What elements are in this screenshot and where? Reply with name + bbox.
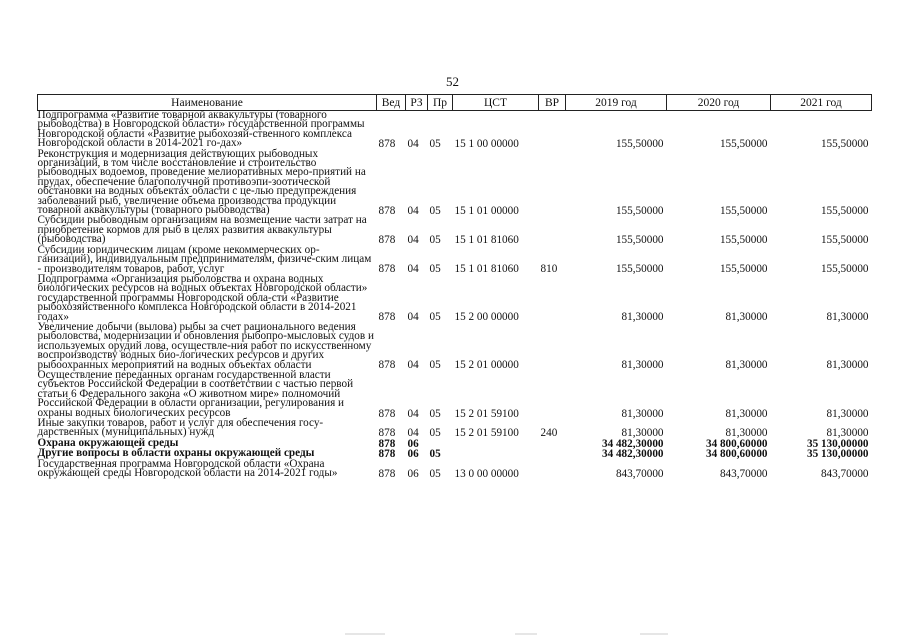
cell-vr (539, 111, 566, 150)
cell-pr: 05 (429, 467, 441, 480)
cell-cst: 15 2 01 59100 (454, 407, 519, 420)
cell-name: Охрана окружающей среды (37, 436, 179, 449)
header-2020: 2020 год (667, 95, 771, 111)
cell-name: Субсидии рыбоводным организациям на возмещение части затрат на приобретение кормов для рыб в целях развития аквакультуры (рыбоводства) (37, 214, 367, 246)
cell-name: Подпрограмма «Организация рыболовства и охрана водных биологических ресурсов на водных объектах Новгородской области» государственной программы Новгородской обла-сти «Развитие рыбохозяйственного комплекса Новгородской области в 2014-2021 годах» (37, 272, 368, 323)
cell-y2021: 155,50000 (820, 138, 869, 151)
cell-y2019: 843,70000 (615, 467, 664, 480)
cell-y2020: 81,30000 (725, 427, 768, 440)
cell-y2020: 155,50000 (719, 138, 768, 151)
cell-rz: 04 (407, 263, 419, 276)
cell-y2021: 81,30000 (826, 311, 869, 324)
cell-name: Осуществление переданных органам государственной власти субъектов Российской Федерации в соответствии с частью первой статьи 6 Федерального закона «О животном мире» полномочий Российской Федерации в области организации, регулирования и охраны водных биологических ресурсов (37, 368, 354, 419)
cell-cst: 13 0 00 00000 (454, 467, 519, 480)
cell-y2020: 843,70000 (719, 467, 768, 480)
cell-vr: 240 (540, 427, 558, 440)
header-2021: 2021 год (771, 95, 872, 111)
cell-y2021: 35 130,00000 (806, 448, 869, 461)
cell-pr: 05 (429, 204, 441, 217)
header-rz: РЗ (406, 95, 428, 111)
cell-cst: 15 2 01 00000 (454, 359, 519, 372)
cell-ved: 878 (378, 311, 396, 324)
cell-y2020: 34 800,60000 (705, 448, 768, 461)
cell-name: Реконструкция и модернизация действующих рыбоводных организаций, в том числе восстановление и строительство рыбоводных водоемов, проведение мелиоративных меро-приятий на прудах, обеспечение благополучной противоэпи-зоотической обстановки на водных объектах области с це-лью предупреждения заболеваний рыб, увеличение объема производства продукции товарной аквакультуры (товарного рыбоводства) (37, 147, 366, 217)
cell-name: Другие вопросы в области охраны окружающей среды (37, 447, 315, 460)
cell-pr: 05 (429, 138, 441, 151)
cell-y2020: 155,50000 (719, 263, 768, 276)
cell-ved: 878 (378, 204, 396, 217)
cell-pr: 05 (429, 427, 441, 440)
cell-vr (539, 439, 566, 449)
cell-name: Подпрограмма «Развитие товарной аквакультуры (товарного рыбоводства) в Новгородской области» государственной программы Новгородской области «Развитие рыбохозяй-ственного комплекса Новгородской области в 2014-2021 го-дах» (37, 109, 365, 150)
cell-y2019: 81,30000 (621, 427, 664, 440)
cell-pr: 05 (429, 448, 441, 461)
cell-rz: 04 (407, 204, 419, 217)
cell-y2020: 81,30000 (725, 407, 768, 420)
cell-ved: 878 (378, 138, 396, 151)
cell-rz: 06 (407, 467, 419, 480)
cell-pr: 05 (429, 359, 441, 372)
cell-y2020: 81,30000 (725, 359, 768, 372)
cell-cst: 15 2 00 00000 (454, 311, 519, 324)
cell-y2021: 81,30000 (826, 359, 869, 372)
cell-vr (539, 150, 566, 217)
table-row (38, 460, 872, 480)
cell-name: Государственная программа Новгородской области «Охрана окружающей среды Новгородской области на 2014-2021 годы» (37, 457, 338, 480)
cell-y2019: 155,50000 (615, 234, 664, 247)
cell-rz: 06 (407, 437, 419, 450)
header-2019: 2019 год (566, 95, 667, 111)
table-row (38, 246, 872, 275)
cell-pr: 05 (429, 311, 441, 324)
cell-rz: 04 (407, 407, 419, 420)
cell-cst: 15 1 00 00000 (454, 138, 519, 151)
table-row (38, 111, 872, 150)
cell-vr (539, 449, 566, 459)
cell-cst: 15 1 01 81060 (454, 234, 519, 247)
header-name: Наименование (38, 95, 377, 111)
cell-cst (453, 449, 539, 459)
cell-name: Увеличение добычи (вылова) рыбы за счет рационального ведения рыболовства, модернизации и обновления рыбопро-мысловых судов и используемых орудий лова, осуществле-ния работ по искусственному воспроизводству водных био-логических ресурсов и других рыбоохранных мероприятий на водных объектах области (37, 320, 374, 371)
cell-rz: 04 (407, 359, 419, 372)
table-row (38, 323, 872, 371)
cell-cst: 15 2 01 59100 (454, 427, 519, 440)
header-vr: ВР (539, 95, 566, 111)
cell-vr (539, 216, 566, 245)
cell-rz: 04 (407, 138, 419, 151)
table-body (38, 111, 872, 480)
budget-table (37, 94, 872, 479)
cell-ved: 878 (378, 437, 396, 450)
cell-y2021: 81,30000 (826, 407, 869, 420)
cell-cst: 15 1 01 00000 (454, 204, 519, 217)
header-pr: Пр (428, 95, 453, 111)
cell-y2020: 34 800,60000 (705, 437, 768, 450)
table-row (38, 216, 872, 245)
cell-y2019: 155,50000 (615, 263, 664, 276)
footer-scan-marks (0, 633, 905, 637)
cell-y2021: 81,30000 (826, 427, 869, 440)
cell-pr: 05 (429, 263, 441, 276)
cell-name: Иные закупки товаров, работ и услуг для обеспечения госу-дарственных (муниципальных) нужд (37, 417, 324, 439)
cell-rz: 04 (407, 234, 419, 247)
cell-y2019: 81,30000 (621, 407, 664, 420)
cell-cst: 15 1 01 81060 (454, 263, 519, 276)
cell-vr (539, 323, 566, 371)
cell-ved: 878 (378, 448, 396, 461)
cell-rz: 06 (407, 448, 419, 461)
cell-y2019: 155,50000 (615, 204, 664, 217)
cell-ved: 878 (378, 467, 396, 480)
cell-y2019: 81,30000 (621, 311, 664, 324)
cell-y2019: 34 482,30000 (601, 448, 664, 461)
cell-y2019: 155,50000 (615, 138, 664, 151)
cell-y2019: 34 482,30000 (601, 437, 664, 450)
cell-y2021: 155,50000 (820, 263, 869, 276)
table-row (38, 371, 872, 419)
cell-rz: 04 (407, 311, 419, 324)
cell-y2021: 155,50000 (820, 234, 869, 247)
table-row (38, 419, 872, 439)
cell-ved: 878 (378, 263, 396, 276)
cell-vr (539, 275, 566, 323)
cell-y2020: 155,50000 (719, 204, 768, 217)
table-row (38, 150, 872, 217)
cell-y2020: 81,30000 (725, 311, 768, 324)
header-ved: Вед (377, 95, 406, 111)
cell-vr: 810 (540, 263, 558, 276)
header-cst: ЦСТ (453, 95, 539, 111)
cell-y2019: 81,30000 (621, 359, 664, 372)
cell-vr (539, 460, 566, 480)
cell-vr (539, 371, 566, 419)
cell-y2021: 35 130,00000 (806, 437, 869, 450)
cell-name: Субсидии юридическим лицам (кроме некоммерческих ор-ганизаций), индивидуальным предпринимателям, физиче-ским лицам - производителям товаров, работ, услуг (37, 243, 372, 275)
cell-cst (453, 439, 539, 449)
cell-ved: 878 (378, 234, 396, 247)
cell-pr: 05 (429, 234, 441, 247)
cell-rz: 04 (407, 427, 419, 440)
table-row (38, 275, 872, 323)
cell-y2021: 155,50000 (820, 204, 869, 217)
cell-pr: 05 (429, 407, 441, 420)
cell-y2021: 843,70000 (820, 467, 869, 480)
page-number: 52 (446, 74, 459, 89)
cell-ved: 878 (378, 359, 396, 372)
cell-ved: 878 (378, 427, 396, 440)
cell-ved: 878 (378, 407, 396, 420)
cell-y2020: 155,50000 (719, 234, 768, 247)
